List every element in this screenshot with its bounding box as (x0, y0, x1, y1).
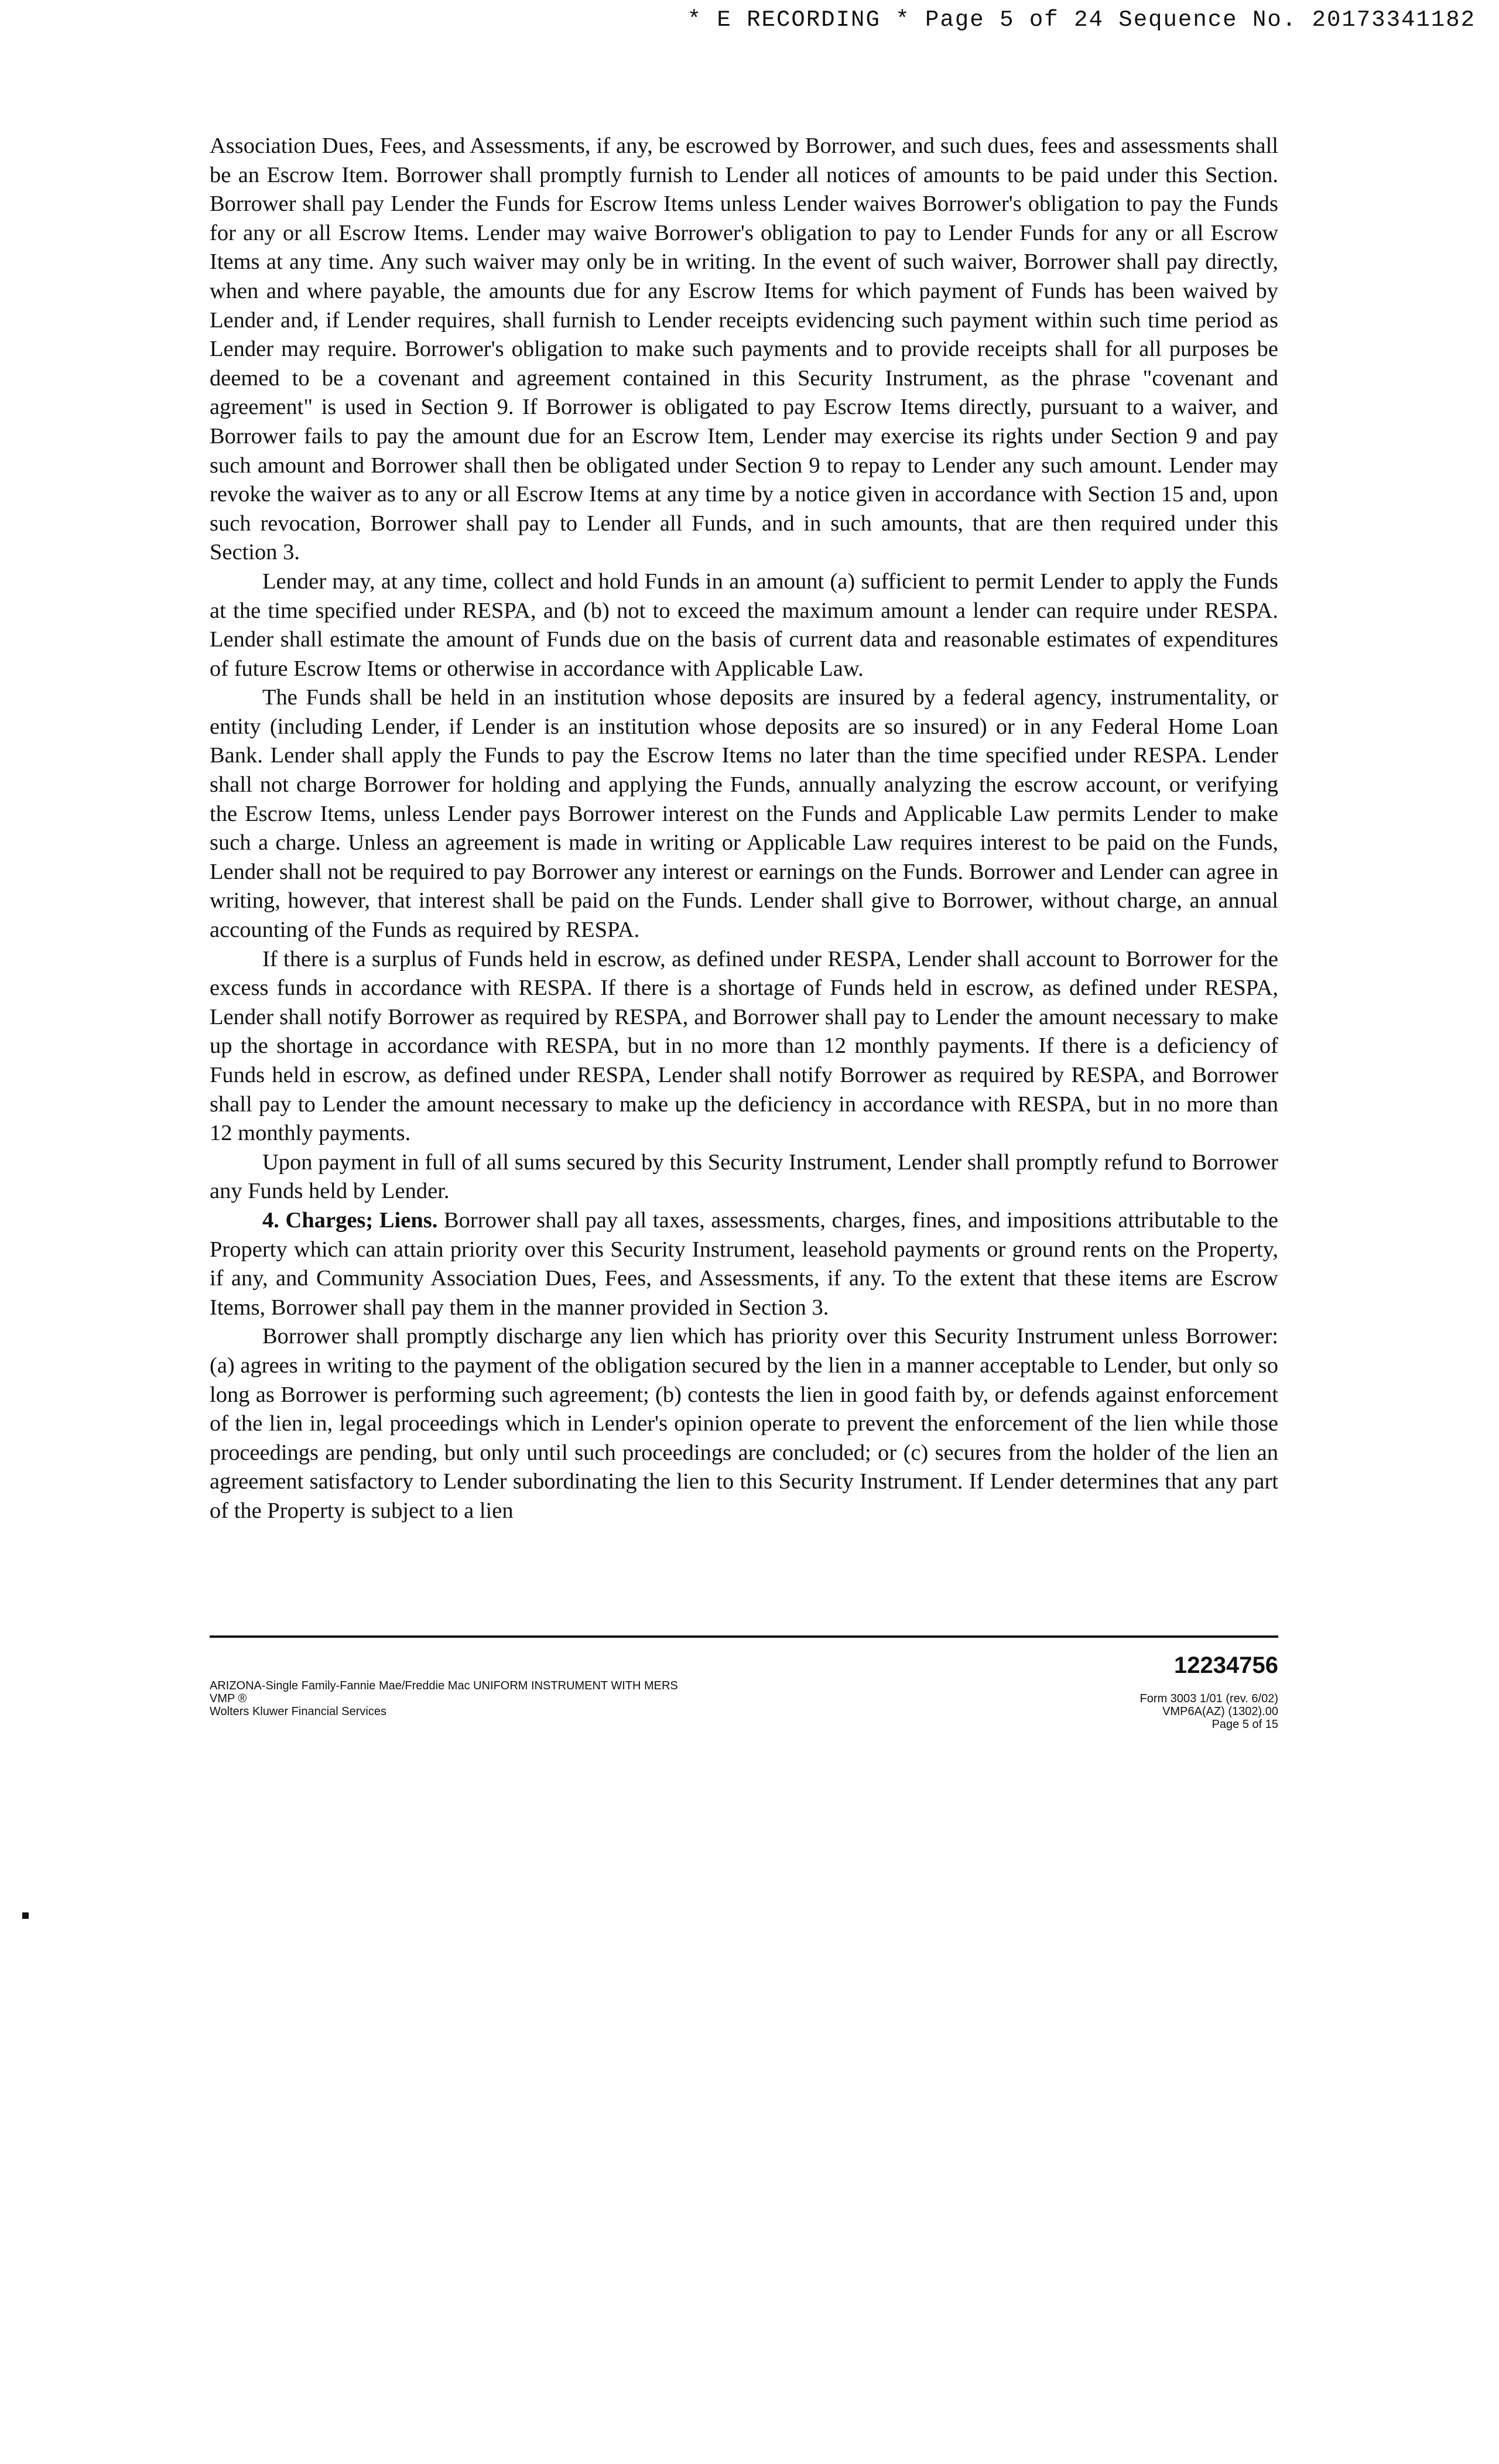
recording-header: * E RECORDING * Page 5 of 24 Sequence No. 20173341182 (687, 7, 1476, 33)
paragraph-charges-liens (210, 1206, 1278, 1322)
paragraph-refund: Upon payment in full of all sums secured by this Security Instrument, Lender shall promptly refund to Borrower any Funds held by Lender. (210, 1149, 1278, 1204)
footer-divider (210, 1635, 1278, 1638)
paragraph-collect-funds: Lender may, at any time, collect and hold Funds in an amount (a) sufficient to permit Lender to apply the Funds at the time specified under RESPA, and (b) not to exceed the maximum amount a lender can require under RESPA. Lender shall estimate the amount of Funds due on the basis of current data and reasonable estimates of expenditures of future Escrow Items or otherwise in accordance with Applicable Law. (210, 569, 1278, 681)
section-heading-charges-liens: 4. Charges; Liens. (262, 1207, 438, 1233)
form-title: ARIZONA-Single Family-Fannie Mae/Freddie Mac UNIFORM INSTRUMENT WITH MERS (210, 1679, 678, 1692)
form-number: Form 3003 1/01 (rev. 6/02) (1139, 1692, 1278, 1705)
form-code: VMP6A(AZ) (1302).00 (1162, 1705, 1278, 1718)
loan-number: 12234756 (1174, 1652, 1278, 1678)
footer-form-info (210, 1679, 854, 1718)
publisher-name: Wolters Kluwer Financial Services (210, 1705, 386, 1718)
paragraph-charges-liens-text: Borrower shall pay all taxes, assessments, charges, fines, and impositions attributable to the Property which can attain priority over this Security Instrument, leasehold payments or ground rents on the Property, if any, and Community Association Dues, Fees, and Assessments, if any. To the extent that these items are Escrow Items, Borrower shall pay them in the manner provided in Section 3. (210, 1207, 1279, 1320)
paragraph-funds-held: The Funds shall be held in an institution whose deposits are insured by a federal agency, instrumentality, or entity (including Lender, if Lender is an institution whose deposits are so insured) or in any Federal Home Loan Bank. Lender shall apply the Funds to pay the Escrow Items no later than the time specified under RESPA. Lender shall not charge Borrower for holding and applying the Funds, annually analyzing the escrow account, or verifying the Escrow Items, unless Lender pays Borrower interest on the Funds and Applicable Law permits Lender to make such a charge. Unless an agreement is made in writing or Applicable Law requires interest to be paid on the Funds, Lender shall not be required to pay Borrower any interest or earnings on the Funds. Borrower and Lender can agree in writing, however, that interest shall be paid on the Funds. Lender shall give to Borrower, without charge, an annual accounting of the Funds as required by RESPA. (210, 685, 1278, 943)
page-number: Page 5 of 15 (1211, 1718, 1278, 1731)
vmp-mark: VMP ® (210, 1692, 247, 1705)
document-body (210, 132, 1278, 1526)
paragraph-discharge-lien: Borrower shall promptly discharge any lien which has priority over this Security Instrument unless Borrower: (a) agrees in writing to the payment of the obligation secured by the lien in a manner acceptable to Lender, but only so long as Borrower is performing such agreement; (b) contests the lien in good faith by, or defends against enforcement of the lien in, legal proceedings which in Lender's opinion operate to prevent the enforcement of the lien while those proceedings are pending, but only until such proceedings are concluded; or (c) secures from the holder of the lien an agreement satisfactory to Lender subordinating the lien to this Security Instrument. If Lender determines that any part of the Property is subject to a lien (210, 1324, 1278, 1523)
scan-margin-mark (22, 1912, 29, 1919)
footer-identifiers (985, 1650, 1278, 1731)
paragraph-surplus-shortage: If there is a surplus of Funds held in escrow, as defined under RESPA, Lender shall account to Borrower for the excess funds in accordance with RESPA. If there is a shortage of Funds held in escrow, as defined under RESPA, Lender shall notify Borrower as required by RESPA, and Borrower shall pay to Lender the amount necessary to make up the shortage in accordance with RESPA, but in no more than 12 monthly payments. If there is a deficiency of Funds held in escrow, as defined under RESPA, Lender shall notify Borrower as required by RESPA, and Borrower shall pay to Lender the amount necessary to make up the deficiency in accordance with RESPA, but in no more than 12 monthly payments. (210, 946, 1278, 1146)
paragraph-escrow-waiver: Association Dues, Fees, and Assessments, if any, be escrowed by Borrower, and such dues, fees and assessments shall be an Escrow Item. Borrower shall promptly furnish to Lender all notices of amounts to be paid under this Section. Borrower shall pay Lender the Funds for Escrow Items unless Lender waives Borrower's obligation to pay the Funds for any or all Escrow Items. Lender may waive Borrower's obligation to pay to Lender Funds for any or all Escrow Items at any time. Any such waiver may only be in writing. In the event of such waiver, Borrower shall pay directly, when and where payable, the amounts due for any Escrow Items for which payment of Funds has been waived by Lender and, if Lender requires, shall furnish to Lender receipts evidencing such payment within such time period as Lender may require. Borrower's obligation to make such payments and to provide receipts shall for all purposes be deemed to be a covenant and agreement contained in this Security Instrument, as the phrase "covenant and agreement" is used in Section 9. If Borrower is obligated to pay Escrow Items directly, pursuant to a waiver, and Borrower fails to pay the amount due for an Escrow Item, Lender may exercise its rights under Section 9 and pay such amount and Borrower shall then be obligated under Section 9 to repay to Lender any such amount. Lender may revoke the waiver as to any or all Escrow Items at any time by a notice given in accordance with Section 15 and, upon such revocation, Borrower shall pay to Lender all Funds, and in such amounts, that are then required under this Section 3. (210, 134, 1278, 565)
